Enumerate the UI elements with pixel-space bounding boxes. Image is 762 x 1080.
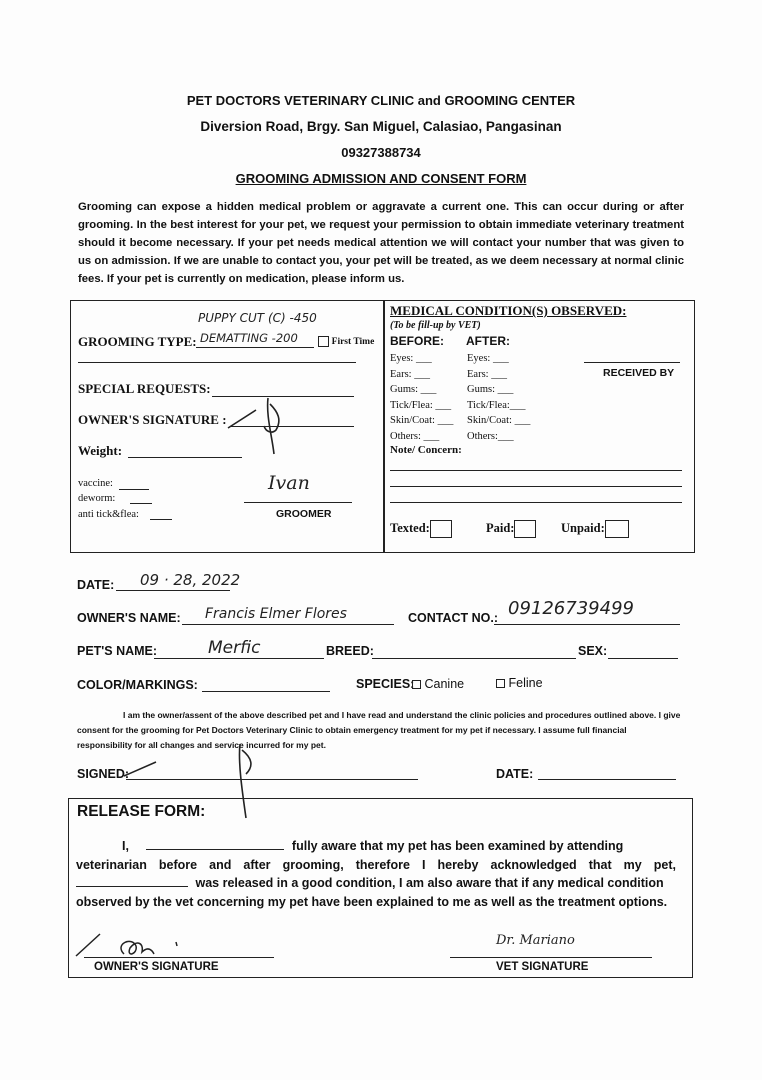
- groomer-label: GROOMER: [276, 508, 332, 520]
- after-item[interactable]: Eyes: ___: [467, 353, 509, 364]
- release-form-title: RELEASE FORM:: [77, 803, 206, 820]
- clinic-address: Diversion Road, Brgy. San Miguel, Calasiao, Pangasinan: [200, 119, 562, 134]
- first-time-checkbox[interactable]: [318, 336, 329, 347]
- intro-paragraph: Grooming can expose a hidden medical problem or aggravate a current one. This can occur during or after grooming. In the best interest for your pet, we request your permission to obtain immediate veterinary treatment should it become necessary. If your pet needs medical attention we will contact your number that was given to us on admission. If we are unable to contact you, your pet will be treated, as we deem necessary at normal clinic fees. If your pet is currently on medication, please inform us.: [78, 201, 684, 285]
- groomer-line: [244, 502, 352, 503]
- signed-date-line[interactable]: [538, 779, 676, 780]
- note-line-2[interactable]: [390, 486, 682, 487]
- after-item[interactable]: Ears: ___: [467, 368, 507, 380]
- canine-checkbox[interactable]: [412, 680, 421, 689]
- after-item[interactable]: Gums: ___: [467, 384, 514, 395]
- release-line-1: I, fully aware that my pet has been examined by attending: [122, 839, 624, 853]
- feline-label: Feline: [508, 676, 543, 690]
- paid-option[interactable]: [486, 520, 536, 538]
- release-owner-signature-label: OWNER'S SIGNATURE: [94, 961, 219, 973]
- paid-label: Paid:: [486, 520, 515, 535]
- owner-signature-scribble: [226, 396, 296, 458]
- medical-condition-title: MEDICAL CONDITION(S) OBSERVED:: [390, 303, 627, 318]
- owner-name-value: Francis Elmer Flores: [205, 606, 347, 622]
- before-item[interactable]: Skin/Coat: ___: [390, 415, 454, 426]
- texted-label: Texted:: [390, 520, 430, 535]
- texted-checkbox[interactable]: [430, 520, 452, 538]
- deworm-label: deworm:: [78, 493, 116, 504]
- before-label: BEFORE:: [390, 334, 444, 348]
- antitick-label: anti tick&flea:: [78, 509, 139, 520]
- medical-condition-subtitle: (To be fill-up by VET): [390, 320, 481, 331]
- unpaid-label: Unpaid:: [561, 520, 605, 535]
- received-by-line[interactable]: [584, 362, 680, 363]
- vet-signature-line[interactable]: [450, 957, 652, 958]
- before-list: [390, 351, 453, 444]
- groomer-name-handwritten: Ivan: [268, 472, 310, 494]
- vaccine-line[interactable]: [119, 489, 149, 490]
- paid-checkbox[interactable]: [514, 520, 536, 538]
- after-item[interactable]: Tick/Flea:___: [467, 399, 526, 411]
- first-time-label: First Time: [331, 337, 375, 348]
- release-vet-signature-label: VET SIGNATURE: [496, 961, 589, 973]
- release-line-3: was released in a good condition, I am also aware that if any medical condition: [76, 874, 676, 893]
- breed-line[interactable]: [372, 658, 576, 659]
- weight-line[interactable]: [128, 457, 242, 458]
- before-item[interactable]: Ears: ___: [390, 368, 430, 380]
- release-pet-blank[interactable]: [76, 886, 188, 887]
- consent-paragraph: I am the owner/assent of the above described pet and I have read and understand the clinic policies and procedures outlined above. I give consent for the grooming for Pet Doctors Veterinary Clinic to obtain emergency treatment for my pet if necessary. I assume full financial responsibility for all changes and service incurred for my pet.: [77, 710, 681, 750]
- color-markings-label: COLOR/MARKINGS:: [77, 678, 198, 692]
- unpaid-option[interactable]: [561, 520, 629, 538]
- before-item[interactable]: Others: ___: [390, 430, 440, 442]
- form-title: GROOMING ADMISSION AND CONSENT FORM: [235, 171, 527, 186]
- pet-name-value: Merfic: [208, 638, 261, 658]
- pet-name-line[interactable]: [154, 658, 324, 659]
- owner-name-label: OWNER'S NAME:: [77, 611, 181, 625]
- vet-signature-handwritten: Dr. Mariano: [496, 933, 575, 948]
- note-line-3[interactable]: [390, 502, 682, 503]
- deworm-line[interactable]: [130, 503, 152, 504]
- species-feline-option[interactable]: [496, 676, 543, 690]
- grooming-type-label: GROOMING TYPE:: [78, 334, 197, 349]
- date-line[interactable]: [116, 590, 230, 591]
- release-paragraph: [76, 837, 676, 911]
- first-time-option[interactable]: [318, 336, 374, 347]
- canine-label: Canine: [424, 677, 465, 691]
- before-item[interactable]: Gums: ___: [390, 384, 437, 395]
- signed-label: SIGNED:: [77, 767, 130, 781]
- owner-name-line[interactable]: [182, 624, 394, 625]
- clinic-phone: 09327388734: [341, 145, 421, 160]
- vaccine-label: vaccine:: [78, 478, 113, 489]
- grooming-type-line-2: [78, 362, 356, 363]
- after-label: AFTER:: [466, 334, 510, 348]
- after-item[interactable]: Others:___: [467, 430, 514, 442]
- after-item[interactable]: Skin/Coat: ___: [467, 415, 531, 426]
- grooming-type-handwritten-1: PUPPY CUT (C) -450: [198, 311, 317, 325]
- unpaid-checkbox[interactable]: [605, 520, 629, 538]
- clinic-name: PET DOCTORS VETERINARY CLINIC and GROOMING CENTER: [186, 93, 576, 108]
- owner-signature-label: OWNER'S SIGNATURE :: [78, 412, 227, 427]
- signed-date-label: DATE:: [496, 767, 534, 781]
- note-concern-label: Note/ Concern:: [390, 444, 462, 456]
- note-line-1[interactable]: [390, 470, 682, 471]
- weight-label: Weight:: [78, 443, 123, 458]
- species-canine-option[interactable]: [412, 677, 464, 691]
- date-label: DATE:: [77, 578, 115, 592]
- after-list: [467, 351, 530, 444]
- pet-name-label: PET'S NAME:: [77, 644, 158, 658]
- feline-checkbox[interactable]: [496, 679, 505, 688]
- contact-line[interactable]: [494, 624, 680, 625]
- owner-signature-release-line[interactable]: [84, 957, 274, 958]
- texted-option[interactable]: [390, 520, 452, 538]
- received-by-label: RECEIVED BY: [603, 367, 675, 379]
- contact-label: CONTACT NO.:: [408, 611, 499, 625]
- release-line-4: observed by the vet concerning my pet have been explained to me as well as the treatment options.: [76, 894, 668, 909]
- grooming-type-line: [196, 347, 314, 348]
- before-item[interactable]: Tick/Flea: ___: [390, 399, 452, 411]
- box-divider: [383, 300, 385, 553]
- special-requests-label: SPECIAL REQUESTS:: [78, 381, 211, 396]
- color-markings-line[interactable]: [202, 691, 330, 692]
- release-line-2: veterinarian before and after grooming, therefore I hereby acknowledged that my pet,: [76, 857, 676, 872]
- before-item[interactable]: Eyes: ___: [390, 353, 432, 364]
- breed-label: BREED:: [326, 644, 374, 658]
- contact-value: 09126739499: [508, 598, 634, 619]
- antitick-line[interactable]: [150, 519, 172, 520]
- sex-label: SEX:: [578, 644, 608, 658]
- date-value: 09 · 28, 2022: [140, 571, 241, 589]
- species-label: SPECIES:: [356, 677, 415, 691]
- sex-line[interactable]: [608, 658, 678, 659]
- grooming-type-handwritten-2: DEMATTING -200: [200, 331, 298, 345]
- release-name-blank[interactable]: [146, 849, 284, 850]
